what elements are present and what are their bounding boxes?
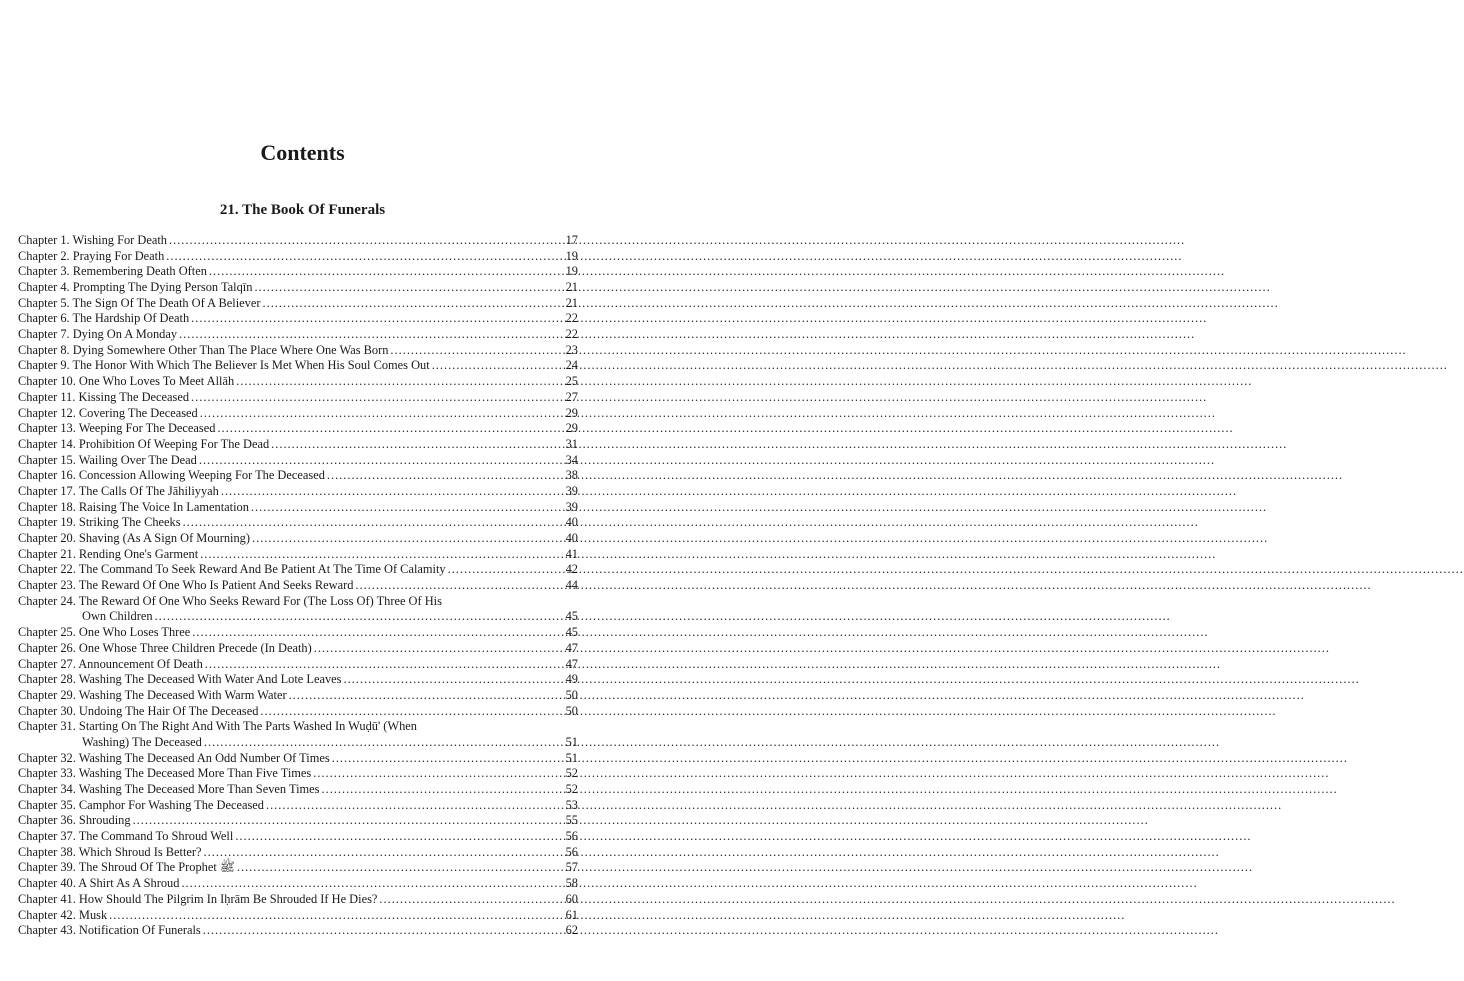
toc-entry-text xyxy=(18,845,202,861)
chapter-number: Chapter 30. xyxy=(18,703,76,718)
chapter-number: Chapter 17. xyxy=(18,483,76,498)
chapter-title: Kissing The Deceased xyxy=(78,389,190,404)
chapter-title: Washing The Deceased With Water And Lote Leaves xyxy=(78,672,342,687)
chapter-number: Chapter 8. xyxy=(18,342,70,357)
chapter-number: Chapter 22. xyxy=(18,562,76,577)
toc-entry-text xyxy=(18,296,261,312)
toc-entry[interactable] xyxy=(18,359,578,375)
toc-entry-text xyxy=(18,562,446,578)
page-number: 22 xyxy=(565,311,578,326)
page-number: 19 xyxy=(565,264,578,279)
leader-dots xyxy=(169,233,552,249)
leader-dots xyxy=(327,468,552,484)
chapter-title: One Who Loves To Meet Allāh xyxy=(78,374,235,389)
page-number: 44 xyxy=(565,578,578,593)
leader-dots xyxy=(204,735,552,751)
chapter-title-continuation: Washing) The Deceased xyxy=(82,734,202,749)
toc-entry[interactable] xyxy=(18,892,578,908)
toc-entry-text xyxy=(18,453,197,469)
toc-entry-text xyxy=(18,468,325,484)
toc-entry-text xyxy=(18,233,167,249)
leader-dots xyxy=(432,358,552,374)
toc-entry[interactable] xyxy=(18,500,578,516)
toc-entry[interactable] xyxy=(18,657,578,673)
page-number: 21 xyxy=(565,295,578,310)
chapter-number: Chapter 35. xyxy=(18,797,76,812)
chapter-number: Chapter 23. xyxy=(18,578,76,593)
chapter-number: Chapter 1. xyxy=(18,232,70,247)
toc-entry[interactable] xyxy=(18,829,578,845)
chapter-number: Chapter 27. xyxy=(18,656,76,671)
toc-entry[interactable] xyxy=(18,374,578,390)
leader-dots xyxy=(221,484,552,500)
toc-entry[interactable] xyxy=(18,688,578,704)
toc-entry[interactable] xyxy=(18,782,578,798)
chapter-number: Chapter 13. xyxy=(18,421,76,436)
toc-entry[interactable] xyxy=(18,798,578,814)
toc-entry-text xyxy=(18,358,430,374)
chapter-number: Chapter 42. xyxy=(18,907,76,922)
chapter-title: Washing The Deceased An Odd Number Of Times xyxy=(78,750,330,765)
toc-entry[interactable] xyxy=(18,421,578,437)
leader-dots xyxy=(109,908,552,924)
leader-dots xyxy=(183,515,552,531)
chapter-title: Announcement Of Death xyxy=(78,656,203,671)
page-number: 29 xyxy=(565,421,578,436)
chapter-number: Chapter 32. xyxy=(18,750,76,765)
chapter-title: Prohibition Of Weeping For The Dead xyxy=(78,436,270,451)
chapter-title: Wailing Over The Dead xyxy=(78,452,197,467)
leader-dots xyxy=(314,641,552,657)
chapter-number: Chapter 10. xyxy=(18,374,76,389)
toc-entry[interactable] xyxy=(18,264,578,280)
toc-entry[interactable] xyxy=(18,923,578,939)
chapter-number: Chapter 2. xyxy=(18,248,70,263)
leader-dots xyxy=(204,845,552,861)
chapter-number: Chapter 37. xyxy=(18,829,76,844)
chapter-number: Chapter 5. xyxy=(18,295,70,310)
toc-entry[interactable] xyxy=(18,751,578,767)
leader-dots xyxy=(133,813,552,829)
toc-entry[interactable] xyxy=(18,876,578,892)
toc-entry-text xyxy=(18,280,252,296)
leader-dots xyxy=(192,625,552,641)
toc-entry[interactable] xyxy=(18,719,578,750)
toc-entry-text xyxy=(18,343,388,359)
table-of-contents xyxy=(18,233,578,939)
page-number: 27 xyxy=(565,389,578,404)
page-number: 38 xyxy=(565,468,578,483)
page-number: 31 xyxy=(565,436,578,451)
toc-entry[interactable] xyxy=(18,437,578,453)
leader-dots xyxy=(203,923,552,939)
chapter-title: Prompting The Dying Person Talqīn xyxy=(72,280,253,295)
page-number: 51 xyxy=(565,750,578,765)
leader-dots xyxy=(236,374,552,390)
toc-entry-text xyxy=(18,923,201,939)
page-number: 49 xyxy=(565,672,578,687)
page-number: 61 xyxy=(565,907,578,922)
toc-entry-text xyxy=(18,327,177,343)
chapter-title: Covering The Deceased xyxy=(78,405,198,420)
page-number: 58 xyxy=(565,876,578,891)
chapter-title: Starting On The Right And With The Parts Washed In Wuḍū' (When xyxy=(78,719,417,734)
leader-dots xyxy=(263,296,553,312)
toc-entry-text xyxy=(18,594,578,610)
toc-entry-text xyxy=(18,531,250,547)
chapter-title: Wishing For Death xyxy=(72,232,167,247)
toc-entry[interactable] xyxy=(18,594,578,625)
toc-entry[interactable] xyxy=(18,390,578,406)
toc-entry[interactable] xyxy=(18,468,578,484)
chapter-title: Undoing The Hair Of The Deceased xyxy=(78,703,259,718)
chapter-title: Washing The Deceased More Than Seven Times xyxy=(78,782,320,797)
chapter-title: The Honor With Which The Believer Is Met When His Soul Comes Out xyxy=(72,358,430,373)
chapter-number: Chapter 38. xyxy=(18,844,76,859)
toc-entry-text xyxy=(18,719,578,735)
page-number: 40 xyxy=(565,515,578,530)
chapter-number: Chapter 41. xyxy=(18,891,76,906)
page-number: 60 xyxy=(565,891,578,906)
toc-entry[interactable] xyxy=(18,484,578,500)
leader-dots xyxy=(260,704,552,720)
chapter-title-continuation: Own Children xyxy=(82,609,153,624)
page-number: 41 xyxy=(565,546,578,561)
toc-entry[interactable] xyxy=(18,672,578,688)
page-number: 56 xyxy=(565,829,578,844)
leader-dots xyxy=(266,798,552,814)
chapter-title: Raising The Voice In Lamentation xyxy=(78,499,249,514)
toc-entry-text xyxy=(18,798,264,814)
toc-entry[interactable] xyxy=(18,861,578,877)
toc-entry-text xyxy=(18,688,287,704)
toc-entry[interactable] xyxy=(18,343,578,359)
page-number: 42 xyxy=(565,562,578,577)
page-number: 29 xyxy=(565,405,578,420)
chapter-number: Chapter 14. xyxy=(18,436,76,451)
toc-entry[interactable] xyxy=(18,766,578,782)
chapter-title: The Sign Of The Death Of A Believer xyxy=(72,295,261,310)
page-number: 47 xyxy=(565,640,578,655)
leader-dots xyxy=(390,343,552,359)
chapter-title: Washing The Deceased With Warm Water xyxy=(78,687,287,702)
toc-entry-text xyxy=(18,876,179,892)
page-number: 53 xyxy=(565,797,578,812)
chapter-number: Chapter 21. xyxy=(18,546,76,561)
chapter-number: Chapter 9. xyxy=(18,358,70,373)
toc-entry-text xyxy=(18,264,207,280)
leader-dots xyxy=(200,406,552,422)
chapter-number: Chapter 6. xyxy=(18,311,70,326)
toc-entry[interactable] xyxy=(18,641,578,657)
leader-dots xyxy=(254,280,552,296)
leader-dots xyxy=(271,437,552,453)
chapter-number: Chapter 18. xyxy=(18,499,76,514)
leader-dots xyxy=(181,876,552,892)
toc-entry[interactable] xyxy=(18,704,578,720)
chapter-title: Striking The Cheeks xyxy=(78,515,181,530)
chapter-number: Chapter 43. xyxy=(18,923,76,938)
toc-entry-text xyxy=(18,813,131,829)
toc-entry-text xyxy=(18,311,189,327)
leader-dots xyxy=(379,892,552,908)
chapter-title: One Whose Three Children Precede (In Death) xyxy=(78,640,312,655)
chapter-number: Chapter 36. xyxy=(18,813,76,828)
toc-entry[interactable] xyxy=(18,578,578,594)
chapter-title: Washing The Deceased More Than Five Times xyxy=(78,766,312,781)
chapter-number: Chapter 31. xyxy=(18,719,76,734)
leader-dots xyxy=(200,547,552,563)
chapter-title: Shaving (As A Sign Of Mourning) xyxy=(78,531,250,546)
page-number: 52 xyxy=(565,766,578,781)
chapter-title: Camphor For Washing The Deceased xyxy=(78,797,264,812)
chapter-number: Chapter 26. xyxy=(18,640,76,655)
toc-entry[interactable] xyxy=(18,406,578,422)
toc-entry[interactable] xyxy=(18,547,578,563)
page-number: 52 xyxy=(565,782,578,797)
toc-entry-text xyxy=(18,704,258,720)
toc-entry-text xyxy=(18,782,320,798)
toc-entry[interactable] xyxy=(18,453,578,469)
page-number: 57 xyxy=(565,860,578,875)
page-number: 24 xyxy=(565,358,578,373)
page-number: 47 xyxy=(565,656,578,671)
toc-entry-text xyxy=(18,547,198,563)
page-number: 34 xyxy=(565,452,578,467)
chapter-title: Rending One's Garment xyxy=(78,546,199,561)
leader-dots xyxy=(166,249,552,265)
leader-dots xyxy=(289,688,552,704)
toc-entry-text xyxy=(18,892,377,908)
toc-entry-text xyxy=(18,484,219,500)
toc-entry-text xyxy=(18,437,269,453)
leader-dots xyxy=(217,421,552,437)
page-number: 51 xyxy=(565,734,578,749)
chapter-title: The Calls Of The Jāhiliyyah xyxy=(78,483,219,498)
chapter-title: The Command To Shroud Well xyxy=(78,829,234,844)
toc-entry-text xyxy=(18,390,189,406)
toc-entry-text xyxy=(18,641,312,657)
page-number: 62 xyxy=(565,923,578,938)
toc-entry[interactable] xyxy=(18,625,578,641)
page-title: Contents xyxy=(260,140,345,165)
toc-entry[interactable] xyxy=(18,280,578,296)
chapter-title: The Shroud Of The Prophet ﷺ xyxy=(78,860,235,875)
page-number: 40 xyxy=(565,531,578,546)
toc-entry[interactable] xyxy=(18,233,578,249)
chapter-number: Chapter 40. xyxy=(18,876,76,891)
leader-dots xyxy=(155,609,552,625)
toc-entry[interactable] xyxy=(18,249,578,265)
chapter-number: Chapter 39. xyxy=(18,860,76,875)
toc-entry-text xyxy=(18,374,234,390)
chapter-title: How Should The Pilgrim In Iḥrām Be Shrouded If He Dies? xyxy=(78,891,378,906)
chapter-title: The Reward Of One Who Seeks Reward For (The Loss Of) Three Of His xyxy=(78,593,442,608)
chapter-number: Chapter 3. xyxy=(18,264,70,279)
page-number: 45 xyxy=(565,625,578,640)
toc-entry-text xyxy=(18,421,215,437)
book-title: 21. The Book Of Funerals xyxy=(219,202,386,218)
leader-dots xyxy=(191,390,552,406)
toc-entry[interactable] xyxy=(18,845,578,861)
page-number: 50 xyxy=(565,687,578,702)
page-number: 25 xyxy=(565,374,578,389)
chapter-number: Chapter 15. xyxy=(18,452,76,467)
toc-entry-text xyxy=(18,908,107,924)
page-number: 50 xyxy=(565,703,578,718)
toc-entry-text xyxy=(18,406,198,422)
chapter-title: A Shirt As A Shroud xyxy=(78,876,180,891)
leader-dots xyxy=(209,264,552,280)
toc-entry-text xyxy=(18,500,249,516)
page-number: 55 xyxy=(565,813,578,828)
chapter-title: Praying For Death xyxy=(72,248,165,263)
chapter-number: Chapter 28. xyxy=(18,672,76,687)
toc-entry[interactable] xyxy=(18,296,578,312)
chapter-title: The Reward Of One Who Is Patient And Seeks Reward xyxy=(78,578,354,593)
toc-entry[interactable] xyxy=(18,531,578,547)
leader-dots xyxy=(179,327,552,343)
leader-dots xyxy=(313,766,552,782)
toc-entry-text xyxy=(18,860,235,876)
chapter-title: Shrouding xyxy=(78,813,131,828)
toc-entry-text xyxy=(18,829,233,845)
leader-dots xyxy=(235,829,552,845)
toc-entry[interactable] xyxy=(18,908,578,924)
chapter-number: Chapter 7. xyxy=(18,327,70,342)
chapter-number: Chapter 16. xyxy=(18,468,76,483)
chapter-number: Chapter 19. xyxy=(18,515,76,530)
chapter-number: Chapter 20. xyxy=(18,531,76,546)
chapter-title: One Who Loses Three xyxy=(78,625,191,640)
leader-dots xyxy=(205,657,552,673)
leader-dots xyxy=(322,782,553,798)
page-number: 39 xyxy=(565,499,578,514)
toc-entry[interactable] xyxy=(18,311,578,327)
leader-dots xyxy=(355,578,552,594)
chapter-number: Chapter 29. xyxy=(18,687,76,702)
page-number: 21 xyxy=(565,280,578,295)
toc-entry-text xyxy=(18,625,190,641)
page-number: 39 xyxy=(565,483,578,498)
leader-dots xyxy=(332,751,552,767)
toc-entry-text xyxy=(18,249,164,265)
toc-entry-text xyxy=(18,515,181,531)
chapter-title: The Command To Seek Reward And Be Patient At The Time Of Calamity xyxy=(78,562,446,577)
chapter-title: Weeping For The Deceased xyxy=(78,421,216,436)
chapter-number: Chapter 25. xyxy=(18,625,76,640)
chapter-title: The Hardship Of Death xyxy=(72,311,190,326)
chapter-title: Remembering Death Often xyxy=(72,264,207,279)
toc-entry-text xyxy=(18,657,203,673)
toc-entry-text xyxy=(18,672,341,688)
leader-dots xyxy=(252,531,552,547)
leader-dots xyxy=(251,500,552,516)
leader-dots xyxy=(343,672,552,688)
toc-entry[interactable] xyxy=(18,515,578,531)
leader-dots xyxy=(191,311,552,327)
chapter-title: Dying Somewhere Other Than The Place Where One Was Born xyxy=(72,342,389,357)
chapter-number: Chapter 4. xyxy=(18,280,70,295)
chapter-number: Chapter 11. xyxy=(18,389,76,404)
toc-entry[interactable] xyxy=(18,813,578,829)
page-number: 22 xyxy=(565,327,578,342)
toc-entry-text xyxy=(18,751,330,767)
chapter-number: Chapter 34. xyxy=(18,782,76,797)
chapter-number: Chapter 24. xyxy=(18,593,76,608)
toc-entry[interactable] xyxy=(18,327,578,343)
page-number: 23 xyxy=(565,342,578,357)
chapter-title: Musk xyxy=(78,907,108,922)
chapter-number: Chapter 33. xyxy=(18,766,76,781)
page-number: 17 xyxy=(565,232,578,247)
leader-dots xyxy=(199,453,552,469)
chapter-title: Notification Of Funerals xyxy=(78,923,201,938)
chapter-title: Dying On A Monday xyxy=(72,327,178,342)
page-number: 45 xyxy=(565,609,578,624)
toc-entry[interactable] xyxy=(18,562,578,578)
page-number: 56 xyxy=(565,844,578,859)
leader-dots xyxy=(237,860,552,876)
leader-dots xyxy=(448,562,552,578)
page-number: 19 xyxy=(565,248,578,263)
chapter-title: Which Shroud Is Better? xyxy=(78,844,202,859)
chapter-title: Concession Allowing Weeping For The Deceased xyxy=(78,468,325,483)
toc-entry-text xyxy=(18,578,353,594)
chapter-number: Chapter 12. xyxy=(18,405,76,420)
toc-entry-text xyxy=(18,766,311,782)
